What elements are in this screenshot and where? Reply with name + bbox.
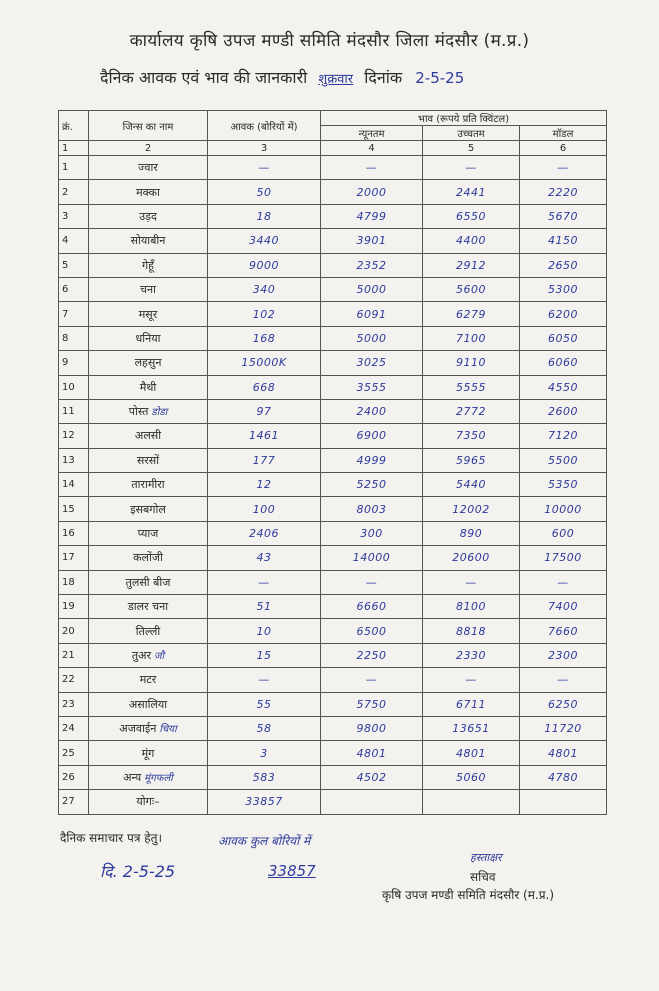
crop-name-cell (89, 156, 208, 180)
row-sr: 21 (59, 643, 89, 667)
modal-price: 2300 (520, 643, 607, 667)
max-price: 2912 (423, 253, 520, 277)
table-row (59, 253, 607, 277)
handwritten-total: 33857 (268, 862, 316, 880)
crop-name: डालर चना (127, 600, 169, 614)
table-row (59, 521, 607, 545)
col-header-max: उच्चतम (423, 126, 520, 141)
crop-name-cell (89, 595, 208, 619)
modal-price: — (520, 156, 607, 180)
col-header-arrival: आवक (बोरियों में) (208, 111, 321, 141)
row-sr: 2 (59, 180, 89, 204)
crop-name-cell (89, 253, 208, 277)
max-price: 13651 (423, 716, 520, 740)
crop-name-cell (89, 326, 208, 350)
min-price: 5250 (321, 473, 423, 497)
table-row (59, 326, 607, 350)
table-row (59, 156, 607, 180)
crop-name-cell (89, 497, 208, 521)
table-row (59, 277, 607, 301)
col-number: 2 (89, 141, 208, 156)
row-sr: 5 (59, 253, 89, 277)
table-row (59, 399, 607, 423)
modal-price: 2220 (520, 180, 607, 204)
crop-name-cell (89, 546, 208, 570)
crop-name: तुअर (131, 649, 152, 662)
crop-handwritten-note: चिया (159, 724, 177, 736)
table-row (59, 570, 607, 594)
row-sr: 13 (59, 448, 89, 472)
min-price: 6900 (321, 424, 423, 448)
table-row (59, 448, 607, 472)
crop-name: मक्का (136, 185, 160, 199)
crop-name-cell (89, 765, 208, 789)
min-price: 4801 (321, 741, 423, 765)
max-price: 890 (423, 521, 520, 545)
crop-name-cell (89, 351, 208, 375)
crop-name-cell (89, 521, 208, 545)
table-row (59, 741, 607, 765)
min-price: 2400 (321, 399, 423, 423)
max-price: 20600 (423, 546, 520, 570)
arrival-value: 583 (208, 765, 321, 789)
row-sr: 11 (59, 399, 89, 423)
crop-name-cell (89, 424, 208, 448)
min-price: 2000 (321, 180, 423, 204)
modal-price: 5300 (520, 277, 607, 301)
min-price: 3555 (321, 375, 423, 399)
crop-handwritten-note: डोडा (151, 407, 168, 419)
row-sr: 25 (59, 741, 89, 765)
crop-name: गेहूँ (141, 258, 155, 272)
committee-office: कृषि उपज मण्डी समिति मंदसौर (म.प्र.) (382, 888, 555, 902)
modal-price: 10000 (520, 497, 607, 521)
arrival-note: आवक कुल बोरियों में (218, 834, 311, 848)
table-row (59, 497, 607, 521)
crop-name: मसूर (138, 307, 158, 321)
crop-name-cell (89, 399, 208, 423)
crop-name-cell (89, 229, 208, 253)
max-price: 2441 (423, 180, 520, 204)
min-price: 3901 (321, 229, 423, 253)
total-empty-cell (423, 790, 520, 814)
table-row (59, 595, 607, 619)
row-sr: 8 (59, 326, 89, 350)
min-price: — (321, 668, 423, 692)
crop-name-cell (89, 692, 208, 716)
modal-price: 2600 (520, 399, 607, 423)
modal-price: 5350 (520, 473, 607, 497)
crop-name: इसबगोल (130, 502, 166, 516)
modal-price: 4780 (520, 765, 607, 789)
crop-name: धनिया (135, 331, 161, 345)
table-row (59, 351, 607, 375)
modal-price: 7660 (520, 619, 607, 643)
total-empty-cell (321, 790, 423, 814)
modal-price: 11720 (520, 716, 607, 740)
crop-name-cell (89, 180, 208, 204)
min-price: 6660 (321, 595, 423, 619)
row-sr: 9 (59, 351, 89, 375)
col-header-price: भाव (रूपये प्रति क्विंटल) (321, 111, 607, 126)
min-price: 6500 (321, 619, 423, 643)
row-sr: 6 (59, 277, 89, 301)
modal-price: 6200 (520, 302, 607, 326)
modal-price: 4550 (520, 375, 607, 399)
crop-name: चना (140, 283, 156, 297)
modal-price: 2650 (520, 253, 607, 277)
total-sr: 27 (59, 790, 89, 814)
table-row (59, 716, 607, 740)
crop-name-cell (89, 741, 208, 765)
table-row (59, 643, 607, 667)
arrival-value: 15 (208, 643, 321, 667)
crop-name: प्याज (137, 527, 159, 541)
arrival-value: 43 (208, 546, 321, 570)
crop-name: मैथी (139, 380, 157, 394)
crop-name-cell (89, 643, 208, 667)
table-row (59, 546, 607, 570)
arrival-value: 51 (208, 595, 321, 619)
row-sr: 24 (59, 716, 89, 740)
modal-price: 6060 (520, 351, 607, 375)
total-empty-cell (520, 790, 607, 814)
modal-price: — (520, 570, 607, 594)
row-sr: 23 (59, 692, 89, 716)
crop-name: कलोंजी (133, 551, 163, 565)
total-label: योगः– (89, 790, 208, 814)
modal-price: 7120 (520, 424, 607, 448)
crop-name-cell (89, 473, 208, 497)
max-price: 7100 (423, 326, 520, 350)
row-sr: 3 (59, 204, 89, 228)
max-price: 7350 (423, 424, 520, 448)
crop-name-cell (89, 277, 208, 301)
crop-name: मूंग (141, 746, 155, 760)
table-row (59, 619, 607, 643)
crop-name: तुलसी बीज (125, 575, 171, 589)
min-price: 8003 (321, 497, 423, 521)
max-price: 6279 (423, 302, 520, 326)
min-price: 4999 (321, 448, 423, 472)
table-row (59, 229, 607, 253)
crop-name-cell (89, 716, 208, 740)
max-price: 5965 (423, 448, 520, 472)
arrival-value: 3 (208, 741, 321, 765)
crop-name: असालिया (128, 697, 168, 711)
modal-price: 7400 (520, 595, 607, 619)
secretary-label: सचिव (470, 870, 496, 884)
arrival-value: 100 (208, 497, 321, 521)
modal-price: 4150 (520, 229, 607, 253)
arrival-value: 12 (208, 473, 321, 497)
max-price: 12002 (423, 497, 520, 521)
max-price: — (423, 156, 520, 180)
crop-name: अजवाईन (119, 722, 157, 736)
total-row (59, 790, 607, 814)
crop-name: तारामीरा (131, 478, 165, 492)
table-body (59, 156, 607, 790)
total-arrival: 33857 (208, 790, 321, 814)
min-price: 2250 (321, 643, 423, 667)
max-price: 5060 (423, 765, 520, 789)
crop-name-cell (89, 302, 208, 326)
max-price: 5555 (423, 375, 520, 399)
row-sr: 19 (59, 595, 89, 619)
crop-name-cell (89, 204, 208, 228)
min-price: — (321, 570, 423, 594)
handwritten-date: दि. 2-5-25 (100, 862, 176, 881)
crop-name-cell (89, 570, 208, 594)
row-sr: 10 (59, 375, 89, 399)
table-row (59, 473, 607, 497)
table-row (59, 692, 607, 716)
min-price: 2352 (321, 253, 423, 277)
crop-name: तिल्ली (135, 624, 161, 638)
signature: हस्ताक्षर (470, 851, 502, 864)
report-day: शुक्रवार (318, 72, 354, 87)
min-price: 4502 (321, 765, 423, 789)
crop-name-cell (89, 668, 208, 692)
min-price: 9800 (321, 716, 423, 740)
max-price: 4400 (423, 229, 520, 253)
arrival-value: 58 (208, 716, 321, 740)
crop-name-cell (89, 375, 208, 399)
max-price: 5600 (423, 277, 520, 301)
arrival-value: 97 (208, 399, 321, 423)
arrival-value: 177 (208, 448, 321, 472)
arrival-value: 10 (208, 619, 321, 643)
crop-name: अन्य (123, 770, 142, 784)
min-price: 5000 (321, 326, 423, 350)
row-sr: 20 (59, 619, 89, 643)
arrival-value: 340 (208, 277, 321, 301)
min-price: 300 (321, 521, 423, 545)
max-price: 6550 (423, 204, 520, 228)
col-header-min: न्यूनतम (321, 126, 423, 141)
max-price: 4801 (423, 741, 520, 765)
max-price: 2772 (423, 399, 520, 423)
min-price: 5750 (321, 692, 423, 716)
crop-name: मटर (139, 673, 157, 687)
max-price: — (423, 668, 520, 692)
info-label: दैनिक आवक एवं भाव की जानकारी (100, 68, 308, 87)
col-header-modal: मॉडल (520, 126, 607, 141)
max-price: 6711 (423, 692, 520, 716)
table-row (59, 668, 607, 692)
modal-price: 6250 (520, 692, 607, 716)
crop-name-cell (89, 619, 208, 643)
table-row (59, 375, 607, 399)
crop-handwritten-note: जौ (154, 651, 165, 662)
crop-name: पोस्त (128, 405, 149, 419)
row-sr: 12 (59, 424, 89, 448)
min-price: 5000 (321, 277, 423, 301)
row-sr: 22 (59, 668, 89, 692)
crop-name: अलसी (134, 429, 162, 443)
office-heading: कार्यालय कृषि उपज मण्डी समिति मंदसौर जिला मंदसौर (म.प्र.) (129, 31, 530, 51)
min-price: 4799 (321, 204, 423, 228)
col-header-name: जिन्स का नाम (89, 111, 208, 141)
table-row (59, 204, 607, 228)
arrival-value: 168 (208, 326, 321, 350)
col-number: 4 (321, 141, 423, 156)
row-sr: 16 (59, 521, 89, 545)
newspaper-note: दैनिक समाचार पत्र हेतु। (60, 831, 163, 845)
max-price: — (423, 570, 520, 594)
report-subheading (100, 66, 464, 88)
table-row (59, 302, 607, 326)
arrival-value: — (208, 156, 321, 180)
arrival-value: 9000 (208, 253, 321, 277)
col-number: 1 (59, 141, 89, 156)
row-sr: 18 (59, 570, 89, 594)
col-number: 6 (520, 141, 607, 156)
min-price: 3025 (321, 351, 423, 375)
modal-price: 5670 (520, 204, 607, 228)
row-sr: 15 (59, 497, 89, 521)
min-price: 14000 (321, 546, 423, 570)
arrival-value: 668 (208, 375, 321, 399)
table-row (59, 424, 607, 448)
crop-name: सोयाबीन (130, 234, 166, 248)
crop-handwritten-note: मूंगफली (144, 772, 173, 784)
modal-price: 6050 (520, 326, 607, 350)
crop-name: सरसों (136, 453, 160, 467)
arrival-value: 1461 (208, 424, 321, 448)
modal-price: 4801 (520, 741, 607, 765)
max-price: 9110 (423, 351, 520, 375)
table-row (59, 765, 607, 789)
max-price: 5440 (423, 473, 520, 497)
min-price: 6091 (321, 302, 423, 326)
table-row (59, 180, 607, 204)
crop-name: ज्वार (138, 161, 158, 175)
report-date: 2-5-25 (415, 69, 465, 87)
row-sr: 17 (59, 546, 89, 570)
arrival-value: 55 (208, 692, 321, 716)
row-sr: 4 (59, 229, 89, 253)
max-price: 8100 (423, 595, 520, 619)
arrival-value: — (208, 570, 321, 594)
arrival-price-table (58, 110, 607, 815)
modal-price: 600 (520, 521, 607, 545)
modal-price: 5500 (520, 448, 607, 472)
row-sr: 14 (59, 473, 89, 497)
arrival-value: 102 (208, 302, 321, 326)
arrival-value: 15000K (208, 351, 321, 375)
row-sr: 7 (59, 302, 89, 326)
crop-name: लहसुन (134, 356, 162, 370)
col-header-sr: क्रं. (59, 111, 89, 141)
min-price: — (321, 156, 423, 180)
arrival-value: 2406 (208, 521, 321, 545)
arrival-value: 3440 (208, 229, 321, 253)
modal-price: — (520, 668, 607, 692)
col-number: 3 (208, 141, 321, 156)
crop-name-cell (89, 448, 208, 472)
date-label: दिनांक (364, 68, 403, 87)
modal-price: 17500 (520, 546, 607, 570)
arrival-value: — (208, 668, 321, 692)
max-price: 2330 (423, 643, 520, 667)
row-sr: 1 (59, 156, 89, 180)
max-price: 8818 (423, 619, 520, 643)
col-number: 5 (423, 141, 520, 156)
arrival-value: 50 (208, 180, 321, 204)
crop-name: उड़द (139, 209, 157, 223)
row-sr: 26 (59, 765, 89, 789)
arrival-value: 18 (208, 204, 321, 228)
